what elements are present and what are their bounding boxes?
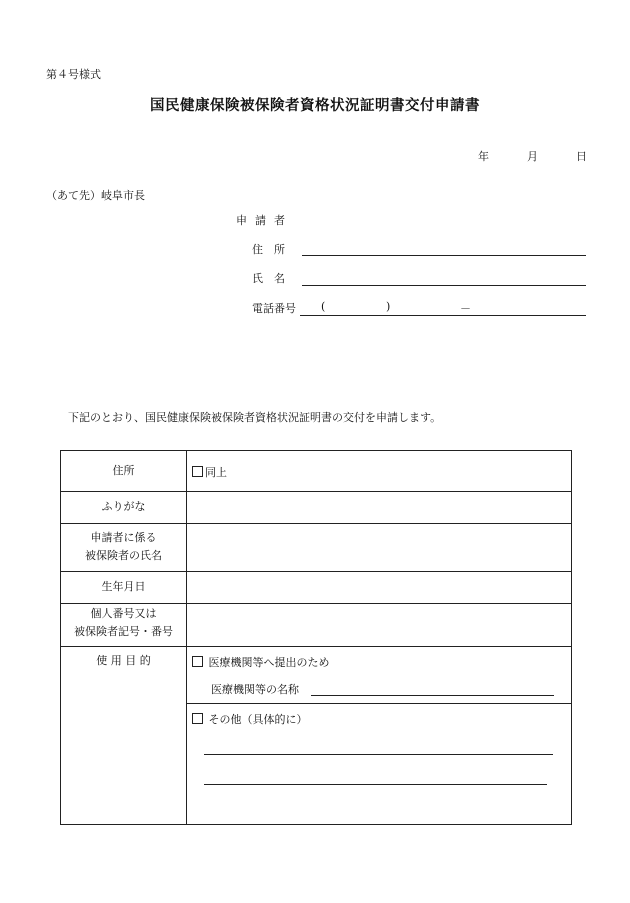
applicant-phone-label: 電話番号 <box>252 302 296 315</box>
purpose-cell-label: 使 用 目 的 <box>96 654 151 667</box>
date-year-label: 年 <box>478 150 489 163</box>
address-cell-label: 住所 <box>112 464 135 477</box>
purpose-medical-label: 医療機関等へ提出のため <box>208 656 330 669</box>
purpose-medical-checkbox[interactable] <box>192 656 203 667</box>
table-row-divider <box>61 523 571 524</box>
applicant-label: 申請者 <box>236 214 293 227</box>
phone-open-paren: ( <box>321 300 326 313</box>
purpose-other-label: その他（具体的に） <box>208 713 308 726</box>
id-number-cell-label <box>61 605 186 641</box>
purpose-other-field-line2[interactable] <box>204 784 547 785</box>
page-title: 国民健康保険被保険者資格状況証明書交付申請書 <box>150 97 480 114</box>
purpose-divider <box>186 703 571 704</box>
birthdate-cell-label: 生年月日 <box>101 580 146 593</box>
table-row-divider <box>61 646 571 647</box>
purpose-medical-option[interactable] <box>192 654 330 670</box>
date-month-label: 月 <box>527 150 538 163</box>
date-day-label: 日 <box>576 150 587 163</box>
applicant-name-label: 氏 名 <box>252 272 285 285</box>
furigana-cell-label: ふりがな <box>101 500 146 513</box>
medical-name-label: 医療機関等の名称 <box>211 683 299 696</box>
table-row-divider <box>61 491 571 492</box>
insured-name-label-line2: 被保険者の氏名 <box>85 549 162 562</box>
intro-text: 下記のとおり、国民健康保険被保険者資格状況証明書の交付を申請します。 <box>68 411 442 424</box>
purpose-other-checkbox[interactable] <box>192 713 203 724</box>
phone-dash: － <box>460 302 471 315</box>
id-label-line1: 個人番号又は <box>90 607 157 620</box>
purpose-other-option[interactable] <box>192 711 308 727</box>
medical-name-field[interactable] <box>311 695 554 696</box>
applicant-address-label: 住 所 <box>252 243 285 256</box>
phone-close-paren: ) <box>386 300 391 313</box>
table-column-divider <box>186 451 187 824</box>
addressee: （あて先）岐阜市長 <box>46 189 145 202</box>
same-as-above-checkbox[interactable] <box>192 466 203 477</box>
insured-name-label-line1: 申請者に係る <box>90 531 157 544</box>
applicant-name-field[interactable] <box>302 285 586 286</box>
insured-name-cell-label <box>61 529 186 565</box>
same-as-above-label: 同上 <box>205 466 227 479</box>
applicant-phone-field[interactable] <box>300 315 586 316</box>
purpose-other-field-line1[interactable] <box>204 754 553 755</box>
same-as-above-option[interactable] <box>192 464 227 480</box>
form-number: 第４号様式 <box>46 68 101 81</box>
application-table <box>60 450 572 825</box>
table-row-divider <box>61 571 571 572</box>
table-row-divider <box>61 603 571 604</box>
applicant-address-field[interactable] <box>302 255 586 256</box>
id-label-line2: 被保険者記号・番号 <box>74 625 173 638</box>
